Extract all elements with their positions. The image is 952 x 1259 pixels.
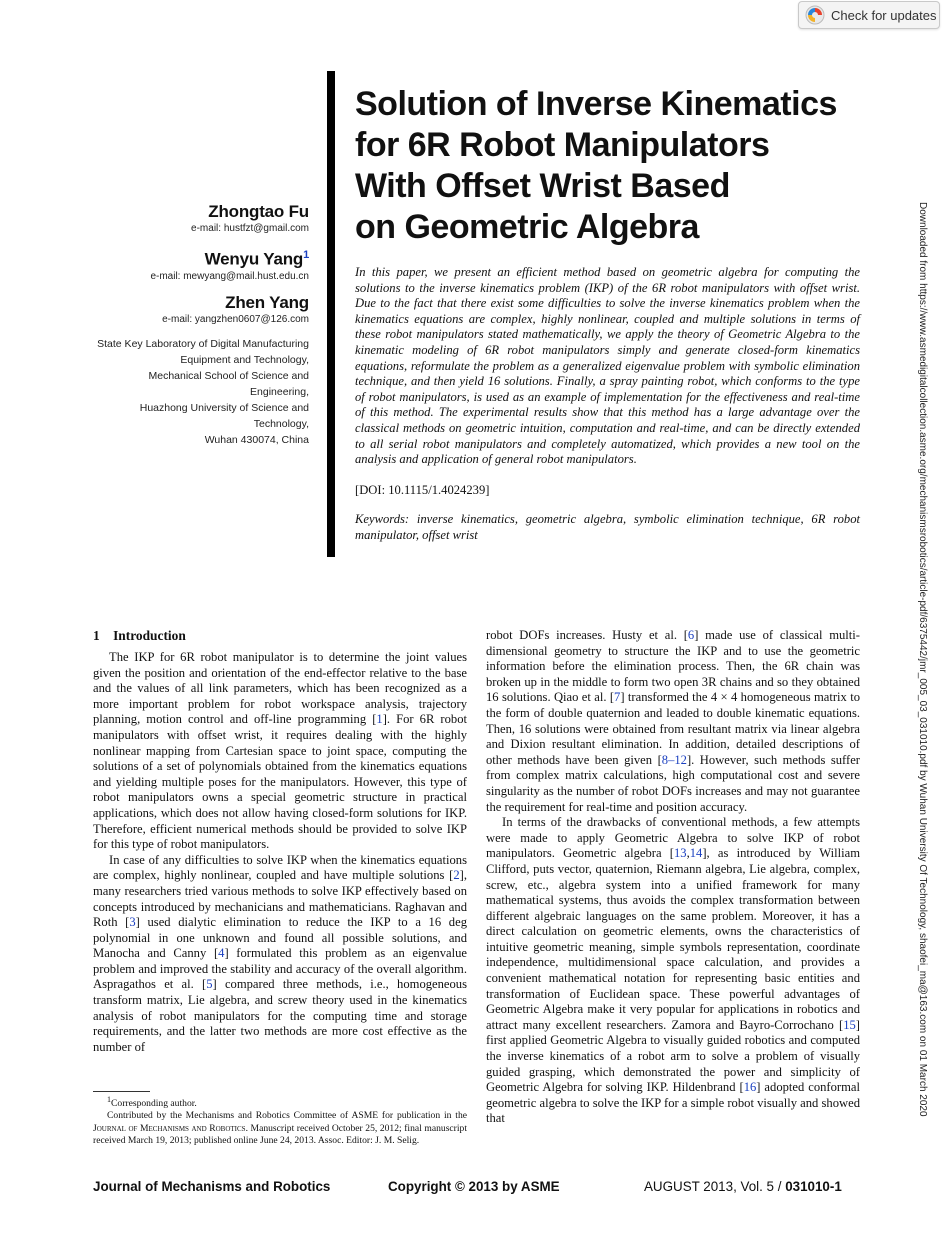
footer-page-number: 031010-1 [785, 1179, 842, 1194]
footnote-text: Corresponding author. [111, 1098, 197, 1110]
section-heading [93, 628, 186, 644]
author-name: Wenyu Yang$^1$ [204, 249, 309, 269]
title-line: for 6R Robot Manipulators [355, 126, 770, 164]
update-badge-icon [805, 5, 825, 25]
citation-link[interactable]: 6 [687, 628, 695, 642]
author-email: e-mail: mewyang@mail.hust.edu.cn [150, 270, 309, 282]
citation-link[interactable]: 16 [743, 1080, 757, 1095]
footer-issue [644, 1179, 842, 1194]
footnote-marker[interactable]: 1 [303, 249, 309, 261]
affiliation-line: Equipment and Technology, [180, 353, 309, 366]
text-run: used dialytic elimination to reduce the IKP to a 16 deg polynomial in one unknown and found all possible solutions, and Manocha and Canny [93, 915, 467, 961]
right-column [486, 628, 860, 1127]
citation-link[interactable]: 13 [673, 846, 687, 861]
text-run: first applied Geometric Algebra to visually guided robotics and computed the inverse kinematics of a robot arm to solve a problem of visually guided grasping, which demonstrated the power and simplicity of Geometric Algebra for solving IKP. Hildenbrand [486, 1033, 860, 1095]
text-run: , many researchers tried various methods to solve IKP effectively based on concepts introduced by mechanicians and mathematicians. Raghavan and Roth [93, 868, 467, 930]
citation-link[interactable]: 14 [689, 846, 703, 861]
footer-journal: Journal of Mechanisms and Robotics [93, 1179, 331, 1194]
title-line: Solution of Inverse Kinematics [355, 85, 837, 123]
author-name: Zhongtao Fu [208, 202, 309, 221]
author-block [90, 202, 309, 448]
footnote-rule [93, 1091, 150, 1092]
text-run: adopted conformal geometric algebra to solve the IKP for a simple robot visually and showed that [486, 1080, 861, 1126]
text-run: . For 6R robot manipulators with offset wrist, it requires dealing with the highly nonlinear mapping from Cartesian space to joint space, computing the solutions of a set of polynomials obtained from the kinematics equations and yielding multiple poses for the manipulators. However, this type of robot manipulators owns a special geometric structure in practical applications, which does not allow having closed-form solutions for IKP. Therefore, efficient numerical methods should be provided to solve IKP for this type of robot manipulators. [93, 712, 467, 852]
section-number: 1 [93, 628, 100, 643]
abstract: In this paper, we present an efficient method based on geometric algebra for computing the solutions to the inverse kinematics problem (IKP) of the 6R robot manipulators with offset wrist. Due to the fact that there exist some difficulties to solve the inverse kinematics problem when the kinematics equations are complex, highly nonlinear, coupled and multiple solutions in terms of these robot manipulators stated mathematically, we apply the theory of Geometric Algebra to the kinematic modeling of 6R robot manipulators simply and generate closed-form kinematics equations, reformulate the problem as a generalized eigenvalue problem with symbolic elimination technique, and then yield 16 solutions. Finally, a spray painting robot, which conforms to the type of robot manipulators, is used as an example of implementation for the effectiveness and real-time of this method. The experimental results show that this method has a large advantage over the classical methods on geometric intuition, computation and real-time, and can be directly extended to all serial robot manipulators and completely automatized, which provides a new tool on the analysis and application of general robot manipulators. [355, 265, 860, 467]
paper-title [355, 84, 875, 248]
check-for-updates-label: Check for updates [831, 7, 937, 23]
affiliation-line: Wuhan 430074, China [204, 433, 309, 446]
footnote-text: . Manuscript received October 25, 2012; final manuscript received March 19, 2013; published online June 24, 2013. Assoc. Editor: J. M. Selig. [93, 1122, 468, 1147]
download-note [916, 202, 930, 1117]
text-run: , as introduced by William Clifford, puts vector, quaternion, Riemann algebra, Lie algebra, complex, screw, etc., algebra system into a unified framework for many mathematical systems, thus avoids the complex transformation between different algebraic languages on the same problem. Moreover, it has a direct calculation on geometric elements, owns the characteristics of intuitive geometric meaning, simple symbols representation, coordinate independence, multidimensional space calculation, and provides a convenient mathematical notation for representing basic entities and transformation of Euclidean space. These powerful advantages of Geometric Algebra make it very popular for applications in robotics and attract many excellent researchers. Zamora and Bayro-Corrochano [486, 846, 861, 1032]
section-title: Introduction [113, 628, 186, 643]
text-run: In terms of the drawbacks of conventional methods, a few attempts were made to apply Geometric Algebra to solve IKP of robot manipulators. Geometric algebra [486, 815, 860, 861]
footer-copyright: Copyright © 2013 by ASME [388, 1179, 560, 1194]
paragraph: The IKP for 6R robot manipulator is to determine the joint values given the position and orientation of the end-effector relative to the base and the values of all link parameters, which has been recognized as a more important problem for robot workspace analysis, trajectory planning, motion control and off-line programming [1]. For 6R robot manipulators with offset wrist, it requires dealing with the highly nonlinear mapping from Cartesian space to joint space, computing the solutions of a set of polynomials obtained from the kinematics equations and yielding multiple poses for the manipulators. However, this type of robot manipulators owns a special geometric structure in practical applications, which does not allow having closed-form solutions for IKP. Therefore, efficient numerical methods should be provided to solve IKP for this type of robot manipulators. [93, 650, 467, 852]
author-name: Zhen Yang [225, 292, 309, 312]
affiliation-line: Mechanical School of Science and Engineering, [148, 369, 309, 398]
author-email: e-mail: yangzhen0607@126.com [162, 313, 309, 325]
citation-link[interactable]: 4 [218, 946, 225, 961]
footnote [93, 1110, 467, 1147]
footer-issue-text: AUGUST 2013, Vol. 5 / [644, 1179, 782, 1194]
footnotes [93, 1094, 467, 1147]
text-run: transformed the 4 × 4 homogeneous matrix to the form of double quaternion and leaded to double kinematic equations. Then, 16 solutions were obtained from resultant matrix via linear algebra and Dixion resultant elimination. In addition, detailed descriptions of other methods have been given [486, 690, 860, 767]
text-run: formulated this problem as an eigenvalue problem and improved the stability and accuracy of the overall algorithm. Aspragathos et al. [93, 946, 467, 992]
paragraph: robot DOFs increases. Husty et al. [6] made use of classical multi-dimensional geometry to structure the IKP and to use the geometric information before the elimination process. Then, the 6R chain was broken up in the middle to form two open 3R chains and so they obtained 16 solutions. Qiao et al. [7] transformed the 4 × 4 homogeneous matrix to the form of double quaternion and leaded to double kinematic equations. Then, 16 solutions were obtained from resultant matrix via linear algebra and Dixion resultant elimination. In addition, detailed descriptions of other methods have been given [8–12]. However, such methods suffer from complex matrix calculations, high computational cost and severe singularity as the number of robot DOFs increases and may not guarantee the requirement for real-time and position accuracy. [486, 628, 860, 814]
left-column [93, 650, 467, 1055]
doi-link[interactable]: [DOI: 10.1115/1.4024239] [355, 483, 490, 497]
title-line: on Geometric Algebra [355, 208, 699, 246]
paragraph: In terms of the drawbacks of conventional methods, a few attempts were made to apply Geometric Algebra to solve IKP of robot manipulators. Geometric algebra [13,14], as introduced by William Clifford, puts vector, quaternion, Riemann algebra, Lie algebra, complex, screw, etc., algebra system into a unified framework for many mathematical systems, thus avoids the complex transformation between different algebraic languages on the same problem. Moreover, it has a direct calculation on geometric elements, owns the characteristics of intuitive geometric meaning, simple symbols representation, coordinate independence, multidimensional space calculation, and provides a convenient mathematical notation for representing basic entities and transformation of Euclidean space. These powerful advantages of Geometric Algebra make it very popular for applications in robotics and attract many excellent researchers. Zamora and Bayro-Corrochano [15] first applied Geometric Algebra to visually guided robotics and computed the inverse kinematics of a robot arm to solve a problem of visually guided grasping, which demonstrated the power and simplicity of Geometric Algebra for solving IKP. Hildenbrand [16] adopted conformal geometric algebra to solve the IKP for a simple robot visually and showed that [486, 815, 861, 1126]
text-run: made use of classical multi-dimensional geometry to structure the IKP and to use the geometric information before the elimination process. Then, the 6R chain was broken up in the middle to form two open 3R chains and so they obtained 16 solutions. Qiao et al. [486, 628, 860, 705]
author-email: e-mail: hustfzt@gmail.com [191, 223, 309, 234]
journal-name: Journal of Mechanisms and Robotics [93, 1122, 246, 1134]
text-run: In case of any difficulties to solve IKP when the kinematics equations are complex, highly nonlinear, coupled and have multiple solutions [93, 852, 467, 883]
check-for-updates-button[interactable] [798, 1, 940, 29]
citation-link[interactable]: 7 [614, 690, 621, 705]
citation-link[interactable]: 15 [843, 1017, 856, 1032]
footnote [93, 1094, 467, 1110]
text-run: . However, such methods suffer from complex matrix calculations, high computational cost and severe singularity as the number of robot DOFs increases and may not guarantee the requirement for real-time and position accuracy. [486, 752, 860, 814]
citation-link[interactable]: 8–12 [661, 752, 687, 767]
footnote-text: Contributed by the Mechanisms and Robotics Committee of ASME for publication in the [107, 1110, 467, 1122]
download-note-text: Downloaded from https://www.asmedigitalcollection.asme.org/mechanismsrobotics/article-pdf/6375442/jmr_005_03_031010.pdf by Wuhan University Of Technology, shaofei_ma@163.com on 01 March 2020 [917, 202, 928, 1117]
citation-link[interactable]: 1 [376, 712, 383, 727]
text-run: The IKP for 6R robot manipulator is to determine the joint values given the position and orientation of the end-effector relative to the base and the values of all link parameters, which has been recognized as a more important problem for robot workspace analysis, trajectory planning, motion control and off-line programming [93, 650, 467, 727]
citation-link[interactable]: 2 [453, 868, 460, 883]
keywords: Keywords: inverse kinematics, geometric algebra, symbolic elimination technique, 6R robot manipulator, offset wrist [355, 512, 860, 542]
affiliation-line: Huazhong University of Science and Technology, [139, 401, 309, 430]
citation-link[interactable]: 3 [129, 915, 136, 930]
paragraph: In case of any difficulties to solve IKP when the kinematics equations are complex, highly nonlinear, coupled and have multiple solutions [2], many researchers tried various methods to solve IKP effectively based on concepts introduced by mechanicians and mathematicians. Raghavan and Roth [3] used dialytic elimination to reduce the IKP to a 16 deg polynomial in one unknown and found all possible solutions, and Manocha and Canny [4] formulated this problem as an eigenvalue problem and improved the stability and accuracy of the overall algorithm. Aspragathos et al. [5] compared three methods, i.e., homogeneous transform matrix, Lie algebra, and screw theory used in the kinematics analysis of robot manipulators for the computing time and storage requirements, and the latter two methods are more cost effective as the number of [93, 852, 468, 1054]
title-line: With Offset Wrist Based [355, 167, 730, 205]
text-run: compared three methods, i.e., homogeneous transform matrix, Lie algebra, and screw theory used in the kinematics analysis of robot manipulators for the computing time and storage requirements, and the latter two methods are more cost effective as the number of [93, 977, 468, 1054]
text-run: robot DOFs increases. Husty et al. [486, 628, 684, 642]
title-divider-bar [327, 71, 335, 557]
citation-link[interactable]: 5 [206, 977, 213, 992]
affiliation-line: State Key Laboratory of Digital Manufacturing [97, 337, 309, 350]
footnote-sup: 1 [107, 1095, 111, 1104]
affiliation [90, 336, 309, 448]
